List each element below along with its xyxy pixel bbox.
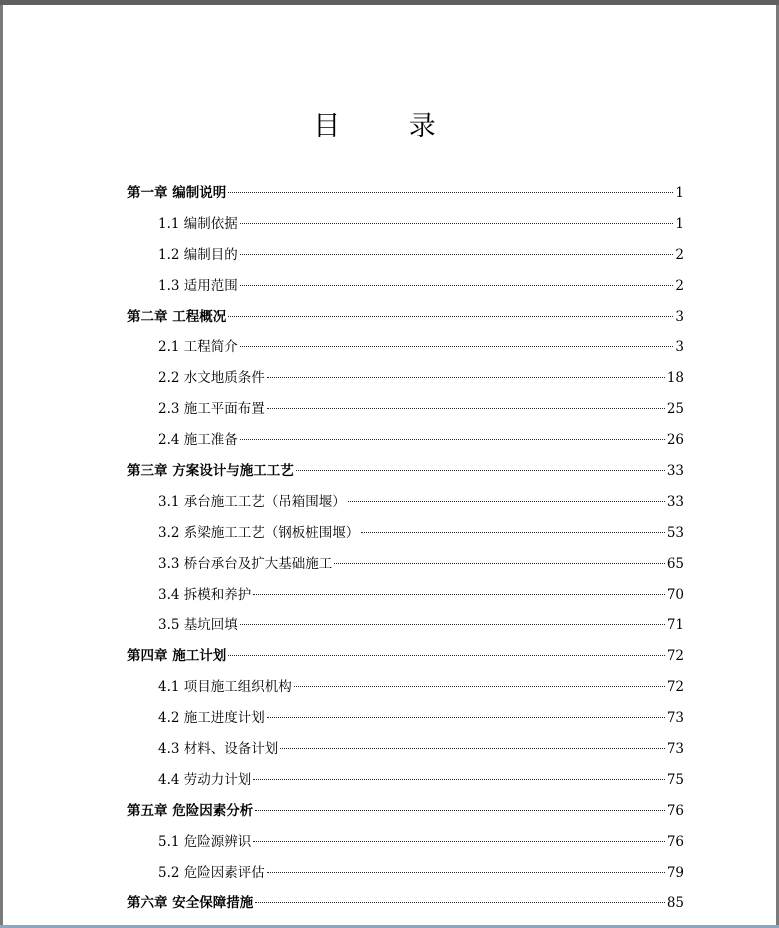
toc-chapter-entry[interactable] xyxy=(127,888,684,919)
dot-leader xyxy=(240,253,674,255)
toc-page-number: 73 xyxy=(666,710,684,727)
toc-chapter-entry[interactable] xyxy=(127,641,684,672)
toc-chapter-entry[interactable] xyxy=(127,178,684,209)
dot-leader xyxy=(240,623,665,625)
toc-entry-label: 第一章 编制说明 xyxy=(127,185,227,201)
toc-section-entry[interactable] xyxy=(127,518,684,549)
toc-section-entry[interactable] xyxy=(127,610,684,641)
toc-page-number: 85 xyxy=(666,895,684,912)
toc-page-number: 2 xyxy=(675,277,684,294)
toc-section-entry[interactable] xyxy=(127,209,684,240)
dot-leader xyxy=(253,840,665,842)
toc-section-entry[interactable] xyxy=(127,765,684,796)
toc-entry-label: 1.3 适用范围 xyxy=(158,277,238,294)
toc-page-number: 33 xyxy=(666,493,684,510)
dot-leader xyxy=(348,500,665,502)
toc-entry-label: 2.4 施工准备 xyxy=(158,432,238,449)
toc-page-number: 71 xyxy=(666,617,684,634)
table-of-contents xyxy=(127,178,684,919)
toc-page-number: 76 xyxy=(666,833,684,850)
dot-leader xyxy=(267,871,665,873)
dot-leader xyxy=(255,901,665,903)
toc-page-number: 1 xyxy=(675,215,684,232)
toc-chapter-entry[interactable] xyxy=(127,456,684,487)
toc-page-number: 3 xyxy=(675,339,684,356)
toc-entry-label: 第四章 施工计划 xyxy=(127,648,227,665)
toc-entry-label: 2.3 施工平面布置 xyxy=(158,401,265,418)
toc-entry-label: 4.2 施工进度计划 xyxy=(158,710,265,727)
toc-page-number: 25 xyxy=(666,401,684,418)
toc-page-number: 79 xyxy=(666,864,684,881)
dot-leader xyxy=(240,284,674,286)
toc-page-number: 2 xyxy=(675,246,684,263)
toc-entry-label: 1.1 编制依据 xyxy=(158,215,238,232)
toc-page-number: 76 xyxy=(666,802,684,819)
toc-page-number: 73 xyxy=(666,741,684,758)
toc-entry-label: 1.2 编制目的 xyxy=(158,246,238,263)
dot-leader xyxy=(240,222,674,224)
toc-section-entry[interactable] xyxy=(127,734,684,765)
dot-leader xyxy=(267,376,665,378)
toc-page-number: 75 xyxy=(666,771,684,788)
toc-entry-label: 3.3 桥台承台及扩大基础施工 xyxy=(158,555,333,572)
dot-leader xyxy=(228,654,665,656)
toc-page-number: 72 xyxy=(666,679,684,696)
toc-page-number: 65 xyxy=(666,555,684,572)
toc-chapter-entry[interactable] xyxy=(127,796,684,827)
toc-entry-label: 5.2 危险因素评估 xyxy=(158,864,265,881)
toc-entry-label: 第五章 危险因素分析 xyxy=(127,802,254,819)
toc-entry-label: 5.1 危险源辨识 xyxy=(158,833,252,850)
toc-section-entry[interactable] xyxy=(127,425,684,456)
toc-section-entry[interactable] xyxy=(127,703,684,734)
toc-entry-label: 4.4 劳动力计划 xyxy=(158,771,252,788)
toc-section-entry[interactable] xyxy=(127,549,684,580)
toc-page-number: 1 xyxy=(675,185,684,201)
toc-title: 目 录 xyxy=(313,111,466,142)
dot-leader xyxy=(280,747,665,749)
toc-entry-label: 2.1 工程简介 xyxy=(158,339,238,356)
toc-section-entry[interactable] xyxy=(127,332,684,363)
toc-section-entry[interactable] xyxy=(127,394,684,425)
toc-section-entry[interactable] xyxy=(127,672,684,703)
toc-entry-label: 第二章 工程概况 xyxy=(127,308,227,325)
toc-page-number: 70 xyxy=(666,586,684,603)
toc-section-entry[interactable] xyxy=(127,827,684,858)
dot-leader xyxy=(294,685,665,687)
toc-page-number: 72 xyxy=(666,648,684,665)
toc-page-number: 53 xyxy=(666,524,684,541)
toc-entry-label: 2.2 水文地质条件 xyxy=(158,370,265,387)
dot-leader xyxy=(240,345,674,347)
toc-entry-label: 4.3 材料、设备计划 xyxy=(158,741,279,758)
dot-leader xyxy=(228,315,673,317)
toc-page-number: 33 xyxy=(666,463,684,480)
toc-section-entry[interactable] xyxy=(127,363,684,394)
toc-entry-label: 第六章 安全保障措施 xyxy=(127,895,254,912)
dot-leader xyxy=(240,438,665,440)
toc-entry-label: 第三章 方案设计与施工工艺 xyxy=(127,463,294,480)
toc-entry-label: 3.5 基坑回填 xyxy=(158,617,238,634)
toc-page-number: 26 xyxy=(666,432,684,449)
toc-entry-label: 4.1 项目施工组织机构 xyxy=(158,679,292,696)
toc-section-entry[interactable] xyxy=(127,487,684,518)
dot-leader xyxy=(253,778,665,780)
toc-page-number: 3 xyxy=(675,308,684,325)
dot-leader xyxy=(253,593,665,595)
toc-chapter-entry[interactable] xyxy=(127,302,684,333)
dot-leader xyxy=(255,809,665,811)
toc-page-number: 18 xyxy=(666,370,684,387)
toc-section-entry[interactable] xyxy=(127,271,684,302)
dot-leader xyxy=(334,562,665,564)
dot-leader xyxy=(296,469,665,471)
dot-leader xyxy=(361,531,665,533)
toc-entry-label: 3.2 系梁施工工艺（钢板桩围堰） xyxy=(158,524,360,541)
toc-section-entry[interactable] xyxy=(127,858,684,889)
toc-section-entry[interactable] xyxy=(127,240,684,271)
dot-leader xyxy=(267,407,665,409)
toc-entry-label: 3.1 承台施工工艺（吊箱围堰） xyxy=(158,493,346,510)
toc-entry-label: 3.4 拆模和养护 xyxy=(158,586,252,603)
dot-leader xyxy=(267,716,665,718)
dot-leader xyxy=(228,191,673,193)
toc-section-entry[interactable] xyxy=(127,580,684,611)
document-page xyxy=(3,5,776,928)
